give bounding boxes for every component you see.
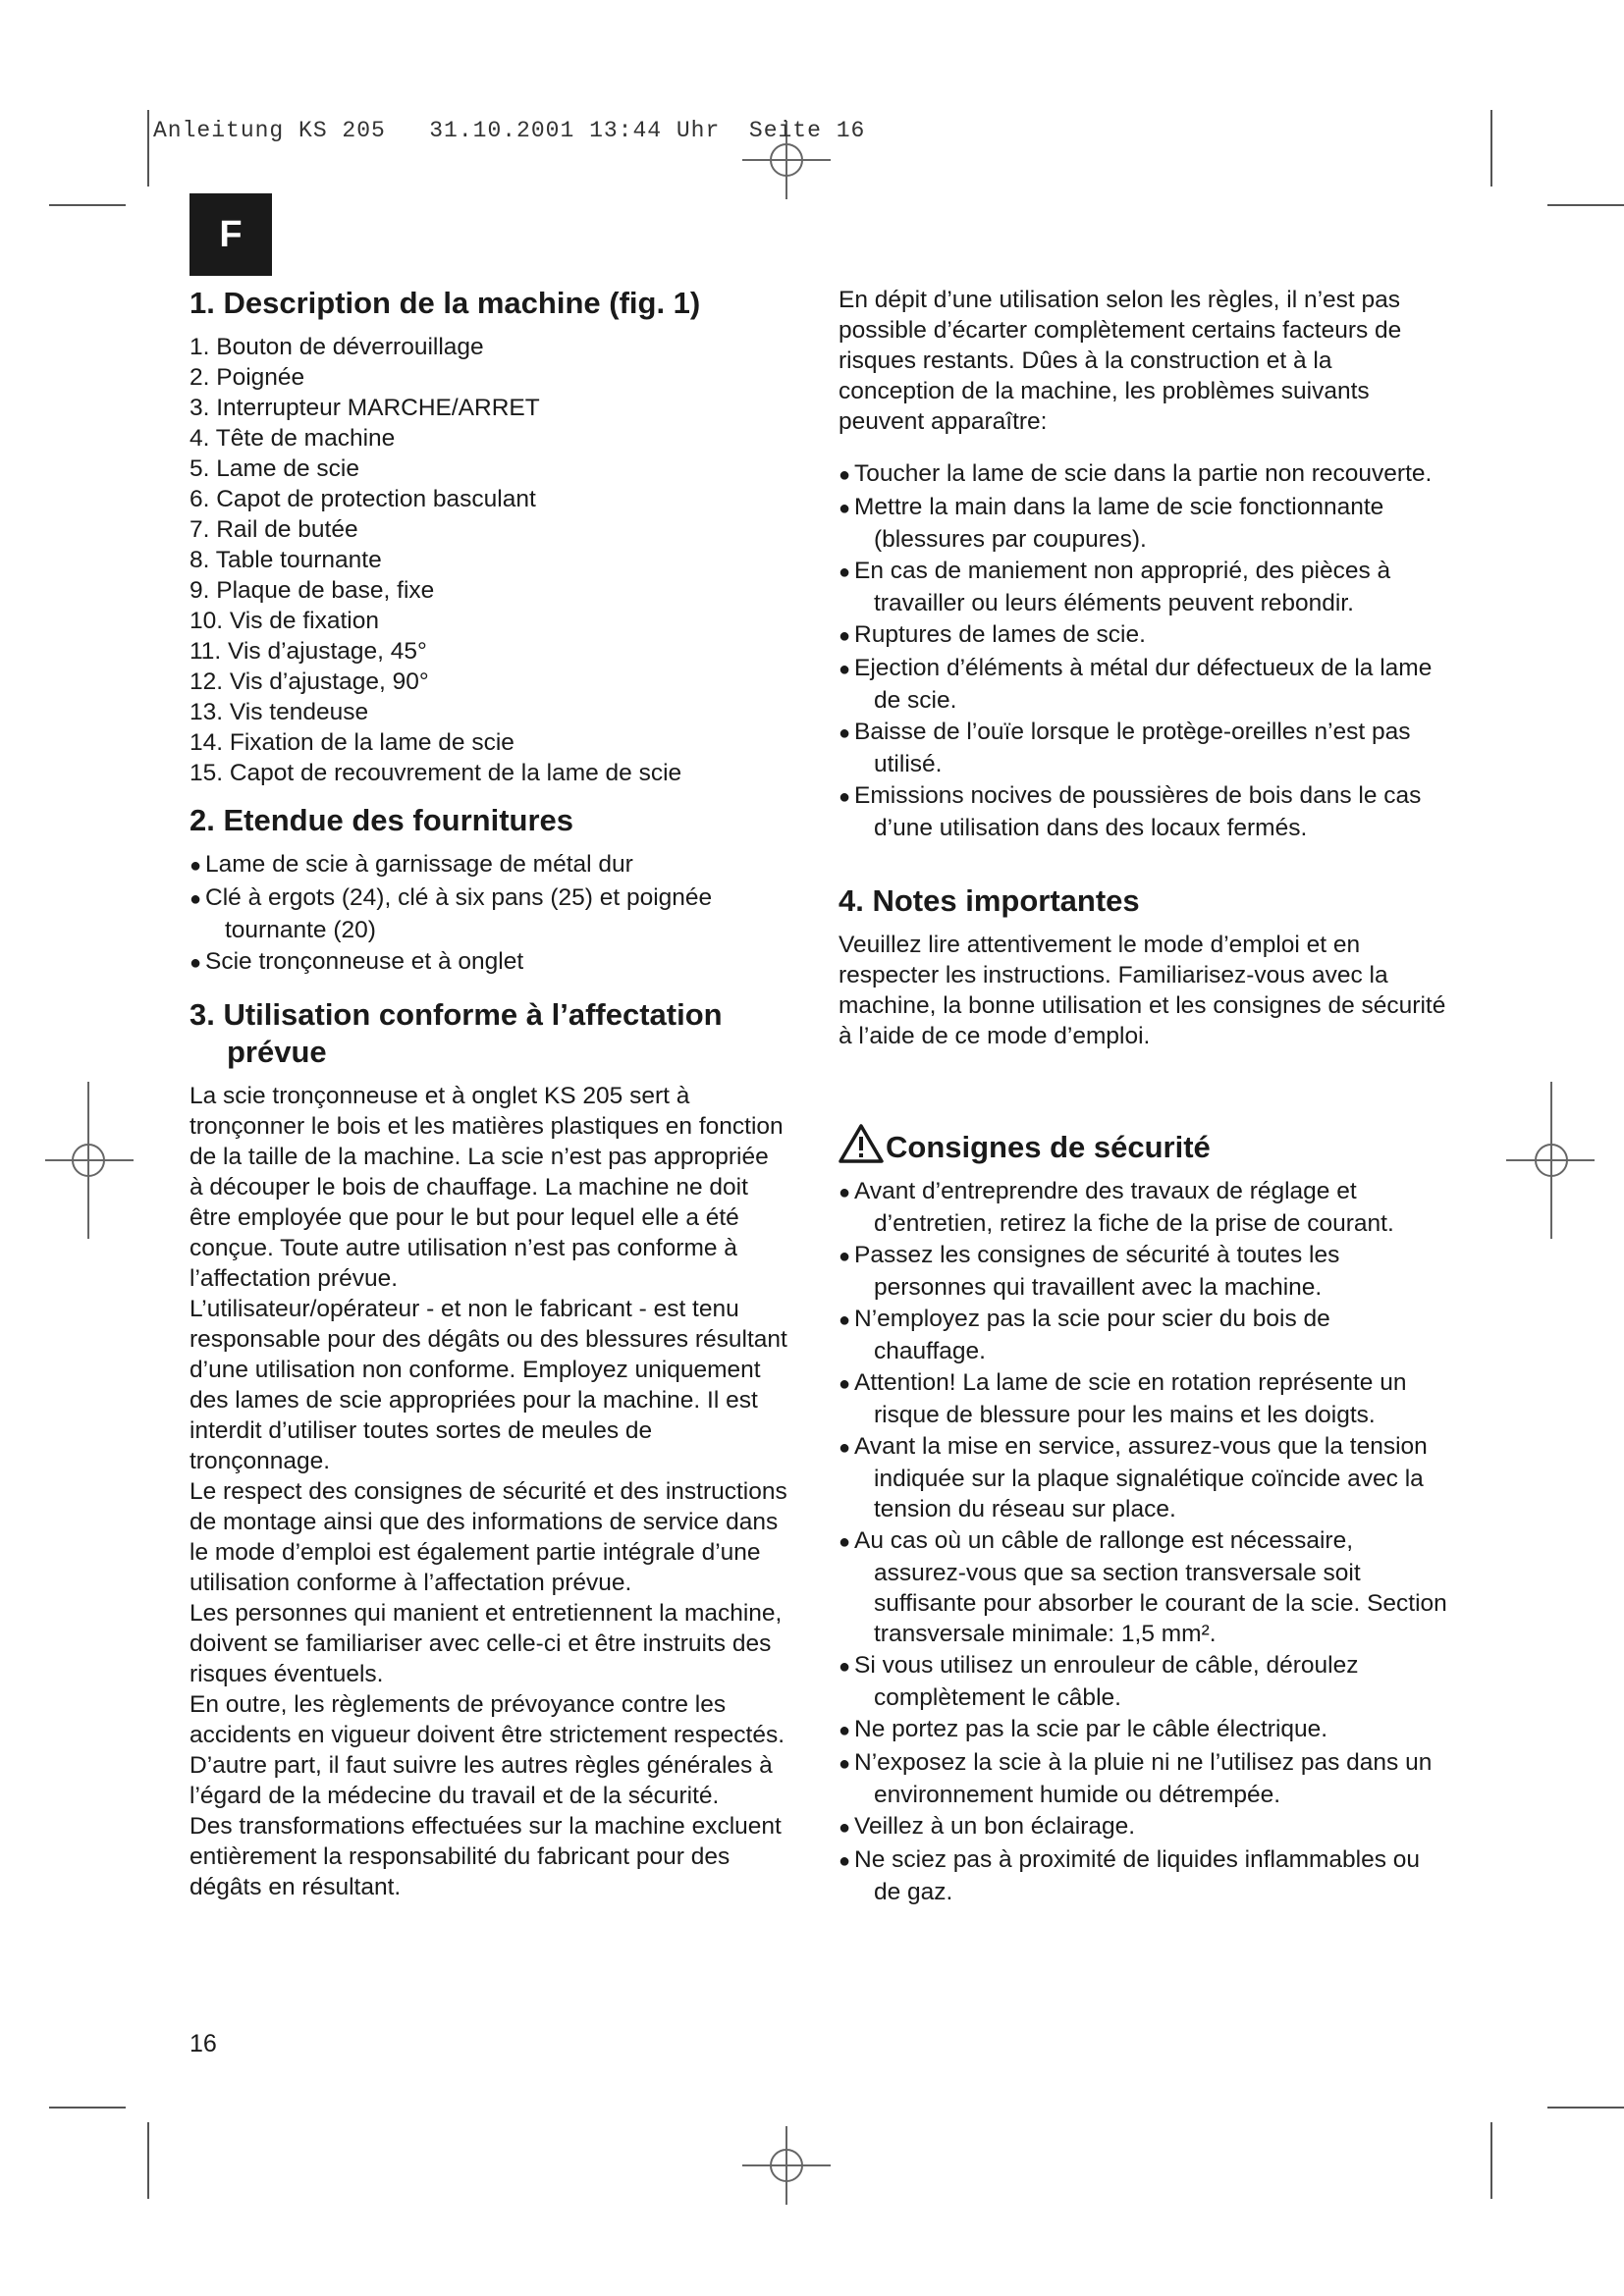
list-item-text: Ejection d’éléments à métal dur défectueux de la lame de scie. — [854, 655, 1433, 714]
section-title-line2: prévue — [227, 1035, 327, 1069]
registration-mark-left — [45, 1082, 134, 1239]
bullet-icon: ● — [839, 1531, 851, 1553]
crop-mark — [49, 2107, 126, 2109]
list-item-text: Toucher la lame de scie dans la partie non recouverte. — [854, 460, 1433, 487]
list-item: 3. Interrupteur MARCHE/ARRET — [189, 395, 540, 421]
crop-mark — [1547, 204, 1624, 206]
bullet-icon: ● — [839, 722, 851, 744]
list-item-text: Si vous utilisez un enrouleur de câble, déroulez complètement le câble. — [854, 1652, 1359, 1711]
list-item — [839, 1650, 1447, 1713]
bullet-icon: ● — [839, 498, 851, 519]
list-item-text: Mettre la main dans la lame de scie fonctionnante (blessures par coupures). — [854, 494, 1384, 553]
paragraph: Des transformations effectuées sur la machine excluent entièrement la responsabilité du fabricant pour des dégâts en résultant. — [189, 1813, 782, 1900]
list-item-text: Lame de scie à garnissage de métal dur — [205, 851, 633, 878]
bullet-icon: ● — [839, 1817, 851, 1839]
right-column — [839, 285, 1447, 1908]
list-item — [839, 556, 1447, 618]
list-item: 13. Vis tendeuse — [189, 699, 369, 725]
paragraph: L’utilisateur/opérateur - et non le fabricant - est tenu responsable pour des dégâts ou des blessures résultant d’une utilisation non conforme. Employez uniquement des lames de scie appropriées pour la machine. Il est interdit d’utiliser toutes sortes de meules de tronçonnage. — [189, 1296, 787, 1474]
section-title — [189, 996, 788, 1071]
bullet-icon: ● — [839, 1437, 851, 1459]
bullet-icon: ● — [189, 952, 202, 974]
paragraph: Le respect des consignes de sécurité et des instructions de montage ainsi que des informations de service dans le mode d’emploi est également partie intégrale d’une utilisation conforme à l’affectation prévue. — [189, 1478, 787, 1596]
list-item — [839, 1304, 1447, 1366]
list-item — [189, 882, 788, 945]
list-item-text: N’exposez la scie à la pluie ni ne l’utilisez pas dans un environnement humide ou détrempée. — [854, 1749, 1433, 1808]
list-item — [839, 1367, 1447, 1430]
list-item — [189, 946, 788, 979]
bullet-icon: ● — [839, 1246, 851, 1267]
list-item-text: Attention! La lame de scie en rotation représente un risque de blessure pour les mains et les doigts. — [854, 1369, 1407, 1428]
list-item — [839, 1240, 1447, 1303]
safety-title: Consignes de sécurité — [886, 1130, 1211, 1164]
list-item — [839, 780, 1447, 843]
list-item — [839, 1525, 1447, 1649]
list-item: 2. Poignée — [189, 364, 305, 391]
list-item — [839, 458, 1447, 491]
warning-icon — [839, 1124, 884, 1163]
section-title-line1: 3. Utilisation conforme à l’affectation — [189, 997, 723, 1032]
list-item — [839, 1747, 1447, 1810]
list-item: 7. Rail de butée — [189, 516, 358, 543]
list-item — [839, 492, 1447, 555]
list-item: 10. Vis de fixation — [189, 608, 379, 634]
paragraph: En outre, les règlements de prévoyance contre les accidents en vigueur doivent être strictement respectés. D’autre part, il faut suivre les autres règles générales à l’égard de la médecine du travail et de la sécurité. — [189, 1691, 785, 1809]
section-safety — [839, 1124, 1447, 1907]
list-item-text: Passez les consignes de sécurité à toutes les personnes qui travaillent avec la machine. — [854, 1242, 1340, 1301]
bullet-icon: ● — [839, 659, 851, 680]
list-item-text: Emissions nocives de poussières de bois dans le cas d’une utilisation dans des locaux fermés. — [854, 782, 1422, 841]
list-item-text: Ne sciez pas à proximité de liquides inflammables ou de gaz. — [854, 1846, 1421, 1905]
list-item: 8. Table tournante — [189, 547, 382, 573]
list-item: 15. Capot de recouvrement de la lame de scie — [189, 760, 682, 786]
list-item: 12. Vis d’ajustage, 90° — [189, 668, 429, 695]
safety-list — [839, 1176, 1447, 1907]
list-item: 14. Fixation de la lame de scie — [189, 729, 514, 756]
list-item: 11. Vis d’ajustage, 45° — [189, 638, 427, 665]
language-tab: F — [189, 193, 272, 276]
list-item-text: Clé à ergots (24), clé à six pans (25) et poignée tournante (20) — [205, 884, 713, 943]
bullet-icon: ● — [839, 625, 851, 647]
parts-list — [189, 332, 788, 788]
section-title: 4. Notes importantes — [839, 883, 1140, 918]
risks-list — [839, 458, 1447, 843]
section-title: 1. Description de la machine (fig. 1) — [189, 286, 701, 320]
bullet-icon: ● — [839, 1850, 851, 1872]
important-notes-text: Veuillez lire attentivement le mode d’emploi et en respecter les instructions. Familiarisez-vous avec la machine, la bonne utilisation et les consignes de sécurité à l’aide de ce mode d’emploi. — [839, 932, 1446, 1049]
list-item-text: Veillez à un bon éclairage. — [854, 1813, 1136, 1840]
list-item: 4. Tête de machine — [189, 425, 396, 452]
list-item — [839, 1431, 1447, 1524]
section-title — [839, 1124, 1447, 1166]
bullet-icon: ● — [839, 1373, 851, 1395]
section-supply — [189, 802, 788, 979]
bullet-icon: ● — [839, 1656, 851, 1678]
crop-mark — [147, 2122, 149, 2199]
bullet-icon: ● — [839, 1182, 851, 1203]
list-item — [839, 1176, 1447, 1239]
residual-risks-intro: En dépit d’une utilisation selon les règles, il n’est pas possible d’écarter complètement certains facteurs de risques restants. Dûes à la construction et à la conception de la machine, les problèmes suivants peuvent apparaître: — [839, 287, 1402, 435]
bullet-icon: ● — [839, 1309, 851, 1331]
section-important-notes — [839, 882, 1447, 1051]
section-title: 2. Etendue des fournitures — [189, 803, 574, 837]
list-item — [189, 849, 788, 881]
bullet-icon: ● — [189, 855, 202, 877]
bullet-icon: ● — [839, 464, 851, 486]
section-description — [189, 285, 788, 788]
list-item-text: Au cas où un câble de rallonge est nécessaire, assurez-vous que sa section transversale soit suffisante pour absorber le courant de la scie. Section transversale minimale: 1,5 mm². — [854, 1527, 1447, 1647]
print-slug: Anleitung KS 205 31.10.2001 13:44 Uhr Seite 16 — [153, 118, 866, 143]
list-item — [839, 653, 1447, 716]
section-intended-use — [189, 996, 788, 1902]
list-item — [839, 1844, 1447, 1907]
supply-list — [189, 849, 788, 979]
bullet-icon: ● — [839, 1753, 851, 1775]
list-item-text: En cas de maniement non approprié, des pièces à travailler ou leurs éléments peuvent rebondir. — [854, 558, 1391, 616]
page-number: 16 — [189, 2030, 217, 2057]
registration-mark-right — [1506, 1082, 1595, 1239]
paragraph: La scie tronçonneuse et à onglet KS 205 sert à tronçonner le bois et les matières plastiques en fonction de la taille de la machine. La scie n’est pas appropriée à découper le bois de chauffage. La machine ne doit être employée que pour le but pour lequel elle a été conçue. Toute autre utilisation n’est pas conforme à l’affectation prévue. — [189, 1083, 784, 1292]
list-item: 6. Capot de protection basculant — [189, 486, 536, 512]
intended-use-text — [189, 1081, 788, 1902]
list-item-text: Ne portez pas la scie par le câble électrique. — [854, 1716, 1328, 1742]
paragraph: Les personnes qui manient et entretiennent la machine, doivent se familiariser avec celle-ci et être instruits des risques éventuels. — [189, 1600, 783, 1687]
list-item: 9. Plaque de base, fixe — [189, 577, 435, 604]
bullet-icon: ● — [839, 1720, 851, 1741]
bullet-icon: ● — [839, 786, 851, 808]
list-item: 5. Lame de scie — [189, 455, 359, 482]
crop-mark — [1490, 110, 1492, 187]
list-item — [839, 619, 1447, 652]
list-item-text: Avant d’entreprendre des travaux de réglage et d’entretien, retirez la fiche de la prise de courant. — [854, 1178, 1394, 1237]
crop-mark — [1547, 2107, 1624, 2109]
list-item-text: Ruptures de lames de scie. — [854, 621, 1146, 648]
crop-mark — [147, 110, 149, 187]
registration-mark-bottom — [742, 2126, 831, 2205]
list-item — [839, 717, 1447, 779]
bullet-icon: ● — [189, 888, 202, 910]
left-column — [189, 285, 788, 1902]
crop-mark — [49, 204, 126, 206]
list-item-text: Avant la mise en service, assurez-vous que la tension indiquée sur la plaque signalétique coïncide avec la tension du réseau sur place. — [854, 1433, 1428, 1522]
list-item-text: Baisse de l’ouïe lorsque le protège-oreilles n’est pas utilisé. — [854, 719, 1411, 777]
list-item-text: Scie tronçonneuse et à onglet — [205, 948, 524, 975]
bullet-icon: ● — [839, 561, 851, 583]
list-item-text: N’employez pas la scie pour scier du bois de chauffage. — [854, 1306, 1330, 1364]
crop-mark — [1490, 2122, 1492, 2199]
section-residual-risks — [839, 285, 1447, 843]
list-item: 1. Bouton de déverrouillage — [189, 334, 484, 360]
list-item — [839, 1714, 1447, 1746]
list-item — [839, 1811, 1447, 1843]
